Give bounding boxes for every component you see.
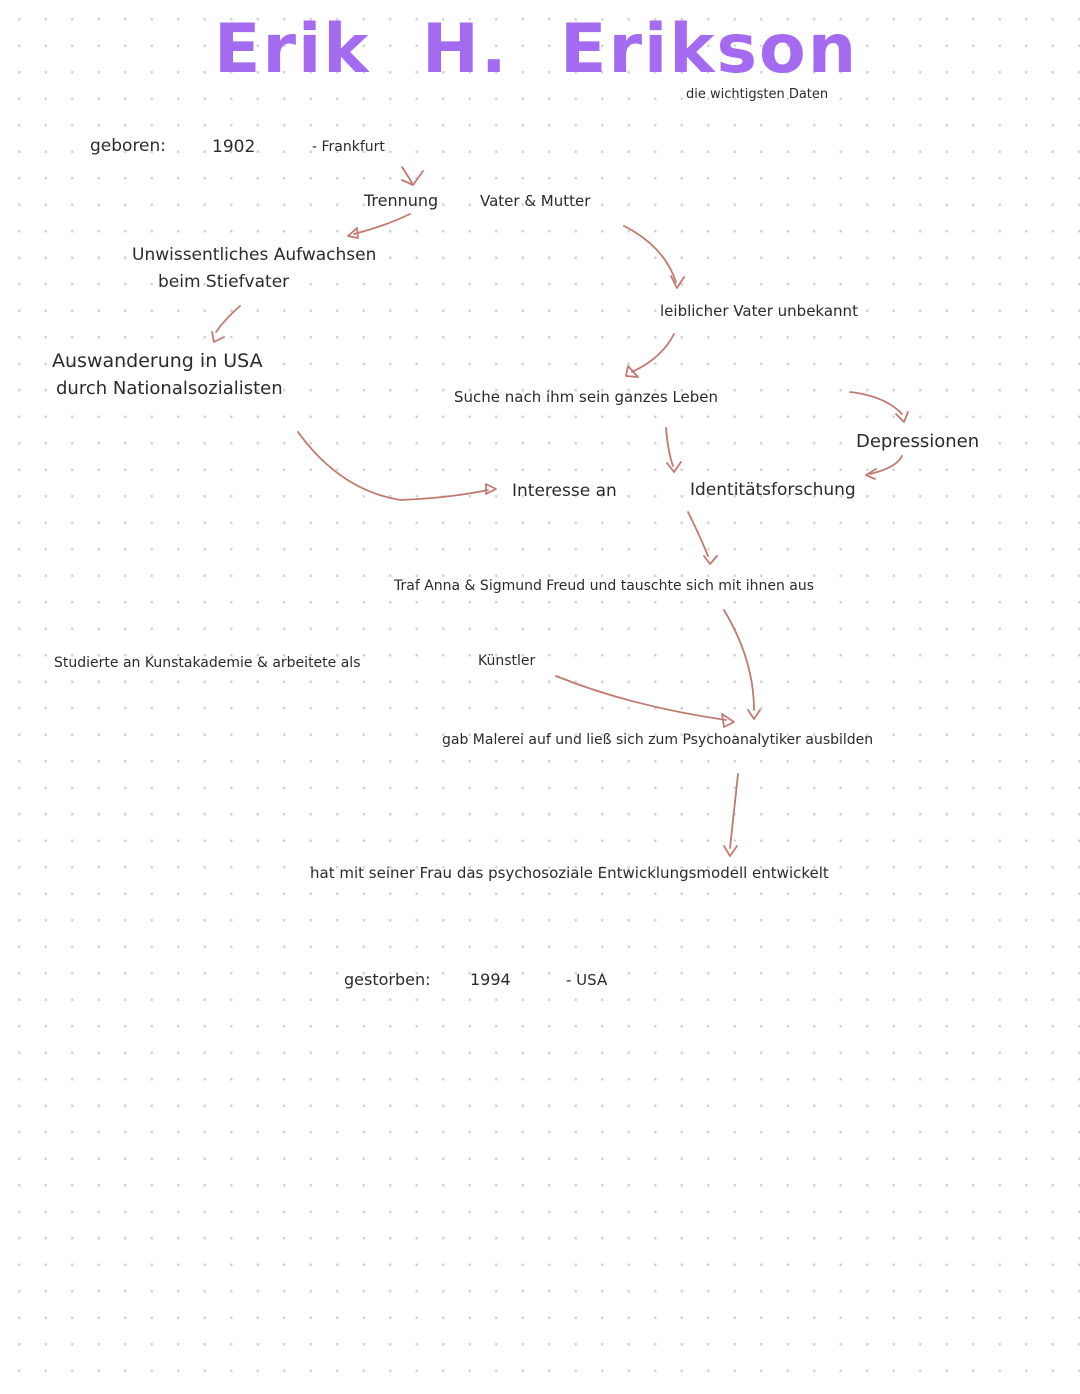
arrow-parents-to-bio-father — [624, 226, 684, 288]
title-last-name: Erikson — [560, 10, 859, 89]
emigration-line-2: durch Nationalsozialisten — [56, 378, 283, 399]
biological-father: leiblicher Vater unbekannt — [660, 302, 858, 320]
emigration-line-1: Auswanderung in USA — [52, 350, 263, 372]
arrow-depression-to-research — [866, 456, 902, 479]
died-label: gestorben: — [344, 970, 431, 989]
stepfather-line-2: beim Stiefvater — [158, 272, 290, 292]
freud-meeting: Traf Anna & Sigmund Freud und tauschte sich mit ihnen aus — [394, 578, 815, 594]
arrow-research-to-freud — [688, 512, 717, 564]
career-change: gab Malerei auf und ließ sich zum Psychoanalytiker ausbilden — [442, 732, 874, 748]
born-year: 1902 — [212, 137, 256, 157]
separation-word: Trennung — [364, 191, 439, 210]
arrow-bio-father-to-search — [626, 334, 674, 377]
subtitle: die wichtigsten Daten — [686, 87, 829, 102]
title-first-name: Erik — [214, 10, 371, 89]
arrow-artist-to-psychoanalyst — [556, 676, 734, 727]
arrow-freud-to-psychoanalyst — [724, 610, 760, 719]
depression: Depressionen — [856, 431, 980, 452]
arrow-stepfather-to-emigration — [212, 306, 240, 342]
born-place: - Frankfurt — [312, 139, 385, 155]
stepfather-line-1: Unwissentliches Aufwachsen — [132, 245, 377, 265]
interest-topic: Identitätsforschung — [690, 480, 856, 500]
psychosocial-model: hat mit seiner Frau das psychosoziale Entwicklungsmodell entwickelt — [310, 864, 829, 882]
arrow-search-to-interest — [666, 428, 681, 472]
arrow-emigration-to-interest — [298, 432, 496, 500]
artist: Künstler — [478, 653, 536, 669]
died-place: - USA — [566, 971, 608, 989]
arrow-frankfurt-to-separation — [402, 167, 423, 185]
separation-parents: Vater & Mutter — [480, 192, 591, 210]
arrow-psychoanalyst-to-model — [724, 774, 738, 856]
lifelong-search: Suche nach ihm sein ganzes Leben — [454, 388, 719, 406]
studies: Studierte an Kunstakademie & arbeitete als — [54, 655, 361, 671]
born-label: geboren: — [90, 136, 167, 156]
died-year: 1994 — [470, 970, 511, 989]
title-initial: H. — [422, 10, 509, 89]
arrow-search-to-depression — [850, 392, 908, 422]
arrow-separation-to-stepfather — [348, 214, 410, 238]
interest-prefix: Interesse an — [512, 481, 617, 501]
